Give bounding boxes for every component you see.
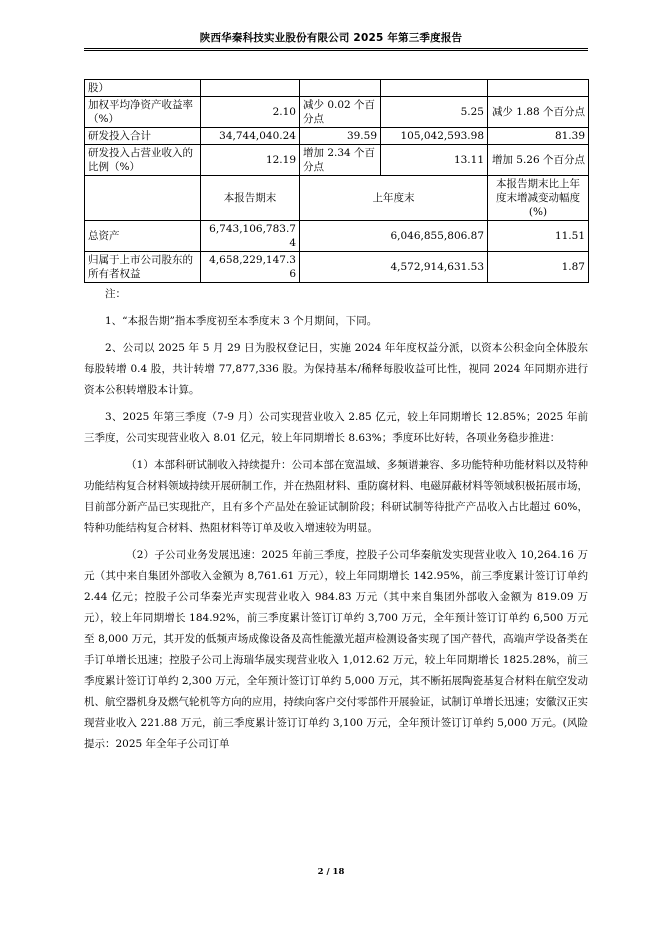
table-cell: 1.87 <box>488 252 589 283</box>
table-cell: 减少 0.02 个百分点 <box>300 97 381 128</box>
table-cell: 减少 1.88 个百分点 <box>488 97 589 128</box>
table-cell: 2.10 <box>201 97 300 128</box>
table-cell: 5.25 <box>381 97 488 128</box>
table-cell: 11.51 <box>488 221 589 252</box>
table-cell: 39.59 <box>300 128 381 145</box>
table-cell: 研发投入合计 <box>85 128 201 145</box>
table-cell: 股） <box>85 80 201 97</box>
table-row <box>85 80 589 97</box>
table-row <box>85 128 589 145</box>
note-2: 2、公司以 2025 年 5 月 29 日为股权登记日，实施 2024 年年度权益分派，以资本公积金向全体股东每股转增 0.4 股，共计转增 77,877,336 股。为保持基本/稀释每股收益可比性，视同 2024 年同期亦进行资本公积转增股本计算。 <box>84 342 588 396</box>
table-cell: 6,046,855,806.87 <box>300 221 488 252</box>
table-row <box>85 145 589 176</box>
column-header: 本报告期末比上年度末增减变动幅度(%) <box>488 176 589 221</box>
table-row <box>85 252 589 283</box>
table-cell: 增加 5.26 个百分点 <box>488 145 589 176</box>
notes-section <box>84 284 588 755</box>
table-cell: 增加 2.34 个百分点 <box>300 145 381 176</box>
column-header: 上年度末 <box>300 176 488 221</box>
table-cell: 4,658,229,147.36 <box>201 252 300 283</box>
table-cell: 4,572,914,631.53 <box>300 252 488 283</box>
table-header-row <box>85 176 589 221</box>
table-cell: 归属于上市公司股东的所有者权益 <box>85 252 201 283</box>
table-cell: 13.11 <box>381 145 488 176</box>
table-cell: 总资产 <box>85 221 201 252</box>
table-row <box>85 221 589 252</box>
table-cell: 105,042,593.98 <box>381 128 488 145</box>
table-cell: 加权平均净资产收益率（%） <box>85 97 201 128</box>
note-3: 3、2025 年第三季度（7-9 月）公司实现营业收入 2.85 亿元，较上年同期增长 12.85%；2025 年前三季度，公司实现营业收入 8.01 亿元，较上年同期增长 8.63%；季度环比好转，各项业务稳步推进： <box>84 411 588 444</box>
report-header: 陕西华秦科技实业股份有限公司 2025 年第三季度报告 <box>199 32 463 44</box>
column-header: 本报告期末 <box>201 176 300 221</box>
page-number: 2 / 18 <box>317 867 345 877</box>
financial-table <box>84 79 589 283</box>
header-rule-thick <box>84 48 588 49</box>
note-3-item-2: （2）子公司业务发展迅速：2025 年前三季度，控股子公司华秦航发实现营业收入 10,264.16 万元（其中来自集团外部收入金额为 8,761.61 万元），较上年同期增长 142.95%，前三季度累计签订订单约 2.44 亿元；控股子公司华秦光声实现营业收入 984.83 万元（其中来自集团外部收入金额为 819.09 万元），较上年同期增长 184.92%，前三季度累计签订订单约 3,700 万元，全年预计签订订单约 6,500 万元至 8,000 万元，其开发的低频声场成像设备及高性能激光超声检测设备实现了国产替代，高端声学设备类在手订单增长迅速；控股子公司上海瑞华晟实现营业收入 1,012.62 万元，较上年同期增长 1825.28%，前三季度累计签订订单约 2,300 万元，全年预计签订订单约 5,000 万元，其不断拓展陶瓷基复合材料在航空发动机、航空器机身及燃气轮机等方向的应用，持续向客户交付零部件开展验证，试制订单增长迅速；安徽汉正实现营业收入 221.88 万元，前三季度累计签订订单约 3,100 万元，全年预计签订订单约 5,000 万元。(风险提示：2025 年全年子公司订单 <box>84 549 588 750</box>
table-cell: 81.39 <box>488 128 589 145</box>
header-rule-thin <box>84 50 588 51</box>
table-cell: 34,744,040.24 <box>201 128 300 145</box>
table-cell: 12.19 <box>201 145 300 176</box>
table-row <box>85 97 589 128</box>
note-3-item-1: （1）本部科研试制收入持续提升：公司本部在宽温域、多频谱兼容、多功能特种功能材料以及特种功能结构复合材料领域持续开展研制工作，并在热阻材料、重防腐材料、电磁屏蔽材料等领域积极拓展市场，目前部分新产品已实现批产，且有多个产品处在验证试制阶段；科研试制等待批产产品收入占比超过 60%，特种功能结构复合材料、热阻材料等订单及收入增速较为明显。 <box>84 459 588 534</box>
note-1: 1、“本报告期”指本季度初至本季度末 3 个月期间，下同。 <box>105 315 378 327</box>
table-cell: 6,743,106,783.74 <box>201 221 300 252</box>
table-cell: 研发投入占营业收入的比例（%） <box>85 145 201 176</box>
notes-label: 注： <box>105 288 126 300</box>
